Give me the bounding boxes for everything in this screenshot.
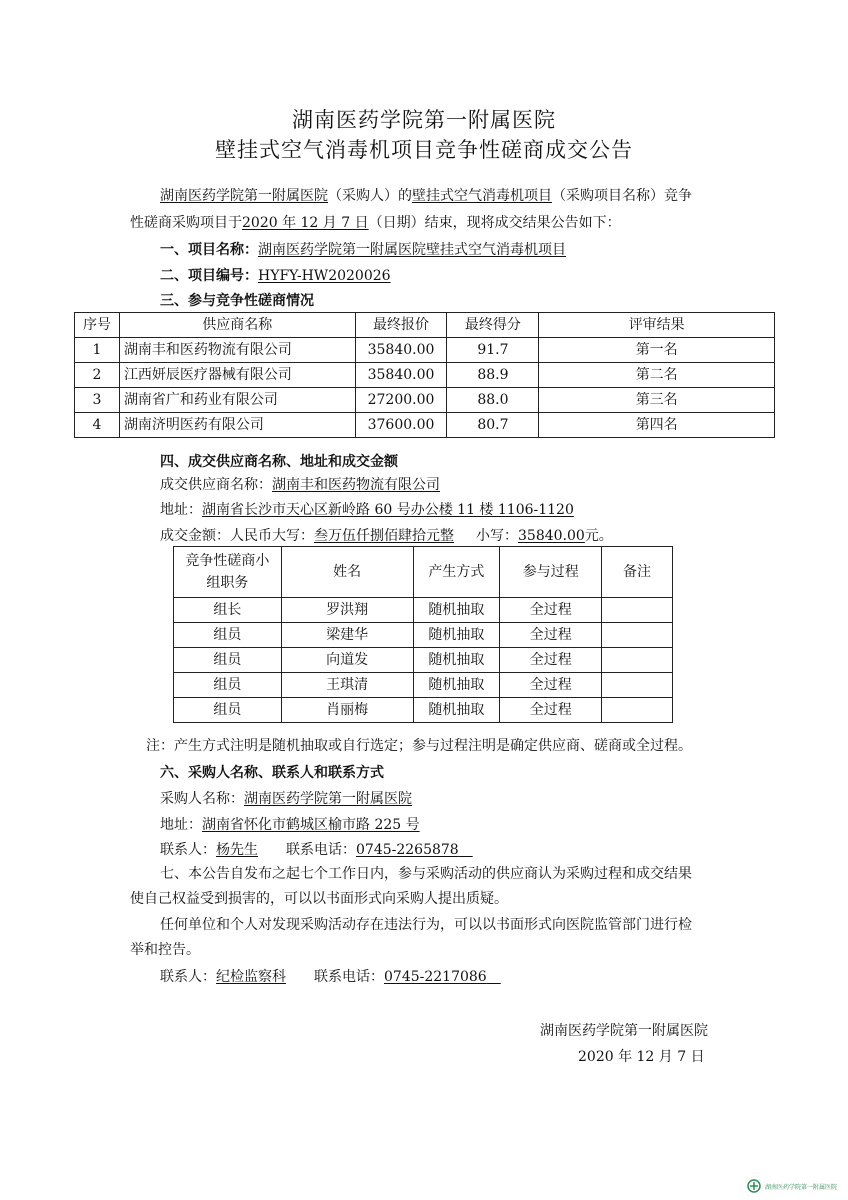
footer-logo (746, 1178, 842, 1194)
amount-small: 35840.00 (518, 528, 585, 544)
winner-supplier-line (160, 475, 440, 495)
panel-process: 全过程 (500, 648, 602, 673)
panel-table (173, 546, 673, 723)
table-row (75, 363, 775, 388)
bid-score: 88.9 (447, 363, 539, 388)
column-header: 最终得分 (447, 313, 539, 338)
field-label: 联系人： (160, 969, 216, 985)
panel-method: 随机抽取 (413, 623, 500, 648)
bid-price: 35840.00 (355, 338, 447, 363)
column-header: 竞争性磋商小组职务 (174, 547, 282, 598)
column-header: 参与过程 (500, 547, 602, 598)
buyer-name: 湖南医药学院第一附属医院 (244, 791, 412, 807)
panel-name: 罗洪翔 (281, 598, 413, 623)
panel-process: 全过程 (500, 698, 602, 723)
bids-table (74, 312, 775, 438)
bid-result: 第三名 (539, 388, 775, 413)
footer-logo-text: 湖南医药学院第一附属医院 (765, 1183, 838, 1191)
signature-org: 湖南医药学院第一附属医院 (540, 1023, 708, 1039)
title-line-1: 湖南医药学院第一附属医院 (292, 108, 556, 132)
field-label: 联系电话： (286, 842, 356, 858)
bid-supplier: 湖南丰和医药物流有限公司 (119, 338, 355, 363)
bid-price: 35840.00 (355, 363, 447, 388)
panel-method: 随机抽取 (413, 648, 500, 673)
bid-no: 2 (75, 363, 120, 388)
project-name-value: 湖南医药学院第一附属医院壁挂式空气消毒机项目 (258, 242, 566, 258)
bid-no: 3 (75, 388, 120, 413)
table-row (75, 338, 775, 363)
buyer-address: 湖南省怀化市鹤城区榆市路 225 号 (202, 817, 420, 833)
section-complaint-line-2: 使自己权益受到损害的，可以以书面形式向采购人提出质疑。 (130, 891, 508, 907)
bid-result: 第四名 (539, 413, 775, 438)
column-header: 评审结果 (539, 313, 775, 338)
panel-role: 组员 (174, 698, 282, 723)
field-label: 地址： (160, 502, 202, 518)
column-header: 供应商名称 (119, 313, 355, 338)
column-header: 最终报价 (355, 313, 447, 338)
panel-name: 梁建华 (281, 623, 413, 648)
intro-date: 2020 年 12 月 7 日 (242, 215, 369, 231)
field-label: 联系人： (160, 842, 216, 858)
field-label: 成交供应商名称： (160, 477, 272, 493)
bid-result: 第二名 (539, 363, 775, 388)
panel-note (602, 623, 673, 648)
intro-purchaser: 湖南医药学院第一附属医院 (160, 188, 328, 204)
section-label: 二、项目编号： (160, 268, 258, 284)
field-label: 地址： (160, 817, 202, 833)
field-label: 联系电话： (314, 969, 384, 985)
panel-method: 随机抽取 (413, 698, 500, 723)
buyer-name-line (160, 789, 412, 809)
bid-score: 80.7 (447, 413, 539, 438)
intro-text: 性磋商采购项目于 (130, 215, 242, 231)
column-header: 产生方式 (413, 547, 500, 598)
complaint-phone: 0745-2217086 (384, 969, 487, 985)
intro-text: （日期）结束，现将成交结果公告如下： (368, 215, 621, 231)
field-label: 成交金额：人民币大写： (160, 528, 314, 544)
complaint-contact: 纪检监察科 (216, 969, 286, 985)
panel-method: 随机抽取 (413, 673, 500, 698)
panel-name: 王琪清 (281, 673, 413, 698)
panel-note-text: 注：产生方式注明是随机抽取或自行选定；参与过程注明是确定供应商、磋商或全过程。 (146, 738, 692, 754)
winner-address-line (160, 500, 574, 520)
title-line-2: 壁挂式空气消毒机项目竞争性磋商成交公告 (215, 138, 633, 162)
panel-process: 全过程 (500, 673, 602, 698)
amount-upper: 叁万伍仟捌佰肆拾元整 (314, 528, 454, 544)
panel-note (602, 673, 673, 698)
column-header: 备注 (602, 547, 673, 598)
panel-method: 随机抽取 (413, 598, 500, 623)
panel-role: 组员 (174, 673, 282, 698)
section-project-name (160, 240, 566, 260)
winner-address: 湖南省长沙市天心区新岭路 60 号办公楼 11 楼 1106-1120 (202, 502, 574, 518)
section-buyer-heading: 六、采购人名称、联系人和联系方式 (160, 765, 384, 781)
panel-process: 全过程 (500, 623, 602, 648)
bid-supplier: 湖南济明医药有限公司 (119, 413, 355, 438)
section-winner-heading: 四、成交供应商名称、地址和成交金额 (160, 454, 398, 470)
buyer-contact-line (160, 840, 473, 860)
section-project-number (160, 266, 391, 286)
panel-role: 组长 (174, 598, 282, 623)
table-row (174, 623, 673, 648)
field-label: 采购人名称： (160, 791, 244, 807)
intro-line-2 (130, 213, 621, 233)
intro-text: （采购项目名称）竞争 (552, 188, 692, 204)
winner-amount-line (160, 526, 613, 546)
project-number-value: HYFY-HW2020026 (258, 268, 391, 284)
panel-header-row (174, 547, 673, 598)
section-bidding-heading: 三、参与竞争性磋商情况 (160, 293, 314, 309)
bids-header-row (75, 313, 775, 338)
complaint-contact-line (160, 967, 501, 987)
bid-score: 88.0 (447, 388, 539, 413)
hospital-logo-icon (746, 1179, 762, 1193)
panel-name: 肖丽梅 (281, 698, 413, 723)
bid-no: 4 (75, 413, 120, 438)
bid-supplier: 湖南省广和药业有限公司 (119, 388, 355, 413)
section-complaint-line-4: 举和控告。 (130, 942, 200, 958)
table-row (75, 413, 775, 438)
panel-process: 全过程 (500, 598, 602, 623)
intro-project: 壁挂式空气消毒机项目 (412, 188, 552, 204)
panel-note (602, 698, 673, 723)
panel-role: 组员 (174, 648, 282, 673)
column-header: 序号 (75, 313, 120, 338)
winner-supplier: 湖南丰和医药物流有限公司 (272, 477, 440, 493)
section-complaint-line-1: 七、本公告自发布之起七个工作日内，参与采购活动的供应商认为采购过程和成交结果 (160, 866, 692, 882)
bid-price: 37600.00 (355, 413, 447, 438)
signature-date: 2020 年 12 月 7 日 (578, 1049, 705, 1065)
table-row (75, 388, 775, 413)
section-complaint-line-3: 任何单位和个人对发现采购活动存在违法行为，可以以书面形式向医院监管部门进行检 (160, 917, 692, 933)
table-row (174, 598, 673, 623)
field-label: 小写： (476, 528, 518, 544)
bid-price: 27200.00 (355, 388, 447, 413)
table-row (174, 673, 673, 698)
amount-unit: 元。 (584, 528, 613, 544)
section-label: 一、项目名称： (160, 242, 258, 258)
intro-text: （采购人）的 (328, 188, 412, 204)
panel-role: 组员 (174, 623, 282, 648)
bid-supplier: 江西妍辰医疗器械有限公司 (119, 363, 355, 388)
bid-result: 第一名 (539, 338, 775, 363)
buyer-phone: 0745-2265878 (356, 842, 459, 858)
table-row (174, 648, 673, 673)
bid-no: 1 (75, 338, 120, 363)
buyer-contact: 杨先生 (216, 842, 258, 858)
panel-name: 向道发 (281, 648, 413, 673)
table-row (174, 698, 673, 723)
column-header: 姓名 (281, 547, 413, 598)
panel-note (602, 598, 673, 623)
panel-note (602, 648, 673, 673)
bid-score: 91.7 (447, 338, 539, 363)
buyer-address-line (160, 815, 420, 835)
intro-line-1 (160, 186, 692, 206)
